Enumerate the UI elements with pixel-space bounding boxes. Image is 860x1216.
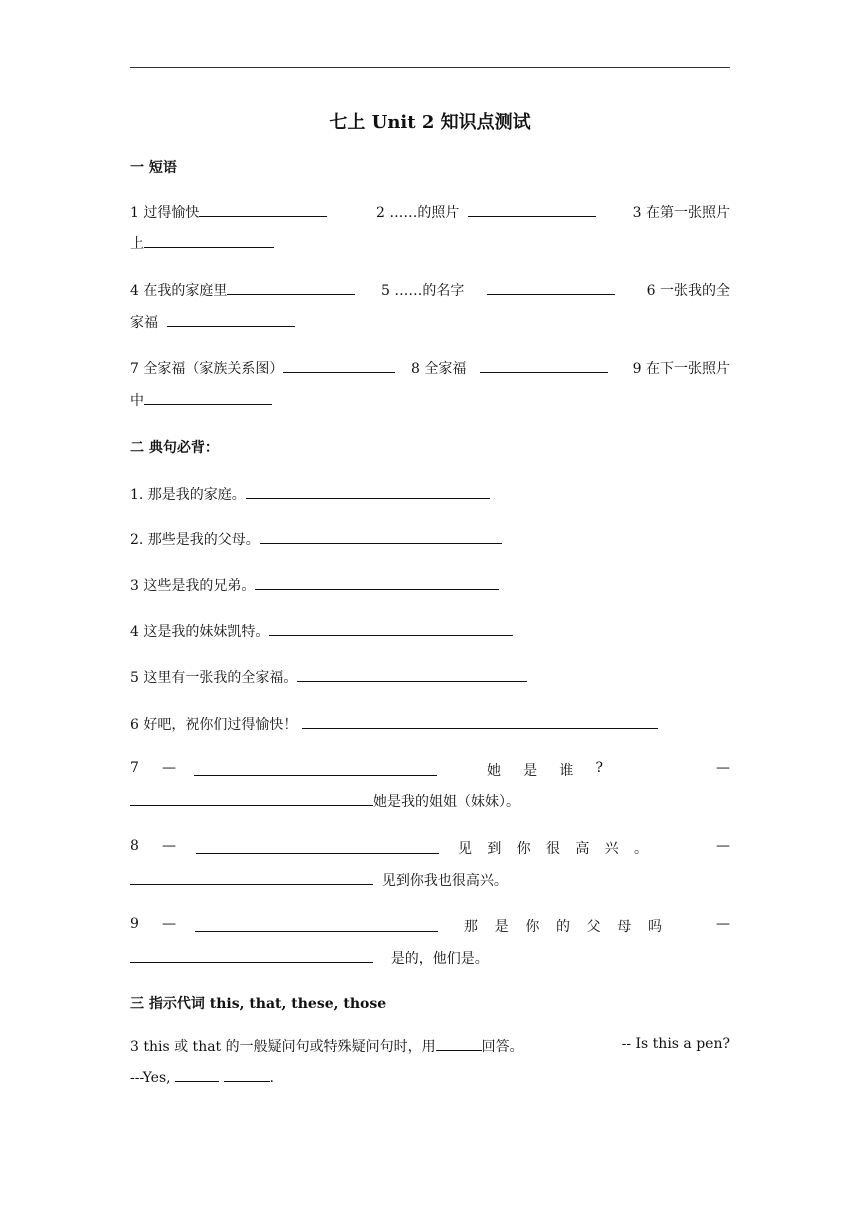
sentence-8-number: 8 xyxy=(130,838,139,854)
section-heading-sentences: 二 典句必背： xyxy=(130,440,219,456)
header-rule xyxy=(130,67,730,68)
dash: — xyxy=(162,838,176,854)
char: 是 xyxy=(523,763,538,779)
char: 你 xyxy=(525,919,540,935)
sentence-3-text: 3 这些是我的兄弟。 xyxy=(130,578,256,594)
answer-blank[interactable] xyxy=(199,202,327,217)
question-3-cont xyxy=(130,1067,730,1086)
char: 那 xyxy=(464,919,478,935)
answer-blank[interactable] xyxy=(130,870,373,885)
phrase-2-label: 2 ……的照片 xyxy=(376,205,460,221)
sentence-9-cont xyxy=(130,948,730,968)
answer-blank[interactable] xyxy=(246,484,490,499)
phrase-row-2-cont xyxy=(130,312,730,332)
char: 吗 xyxy=(647,919,662,935)
char: ? xyxy=(595,760,603,776)
page-title: 七上 Unit 2 知识点测试 xyxy=(329,112,531,133)
char: 的 xyxy=(555,919,570,935)
sentence-8-answer: 见到你我也很高兴。 xyxy=(381,873,508,889)
answer-blank[interactable] xyxy=(227,280,355,295)
sentence-9-answer: 是的，他们是。 xyxy=(390,951,489,967)
phrase-4-label: 4 在我的家庭里 xyxy=(130,283,228,299)
dash: — xyxy=(162,916,176,932)
char: 见 xyxy=(458,841,472,857)
answer-blank[interactable] xyxy=(175,1067,219,1082)
sentence-9-question xyxy=(464,916,662,936)
char: 父 xyxy=(586,919,601,935)
sentence-7-number: 7 xyxy=(130,760,139,776)
question-3-tail: 回答。 xyxy=(481,1039,524,1055)
answer-blank[interactable] xyxy=(224,1067,270,1082)
char: 是 xyxy=(494,919,509,935)
phrase-9-label-cont: 中 xyxy=(130,393,144,409)
answer-blank[interactable] xyxy=(302,714,658,729)
phrase-row-3 xyxy=(130,358,730,378)
sentence-7-question xyxy=(487,760,603,780)
sentence-1-text: 1. 那是我的家庭。 xyxy=(130,487,246,503)
sentence-8-text xyxy=(458,838,648,858)
phrase-8-label: 8 全家福 xyxy=(411,361,467,377)
phrase-6-label: 6 一张我的全 xyxy=(646,283,730,299)
answer-blank[interactable] xyxy=(144,390,272,405)
sentence-6-text: 6 好吧，祝你们过得愉快！ xyxy=(130,717,298,733)
sentence-5-text: 5 这里有一张我的全家福。 xyxy=(130,670,298,686)
answer-blank[interactable] xyxy=(468,202,596,217)
question-3-reply: ---Yes, xyxy=(130,1070,171,1086)
char: 。 xyxy=(633,841,648,857)
question-3-text: 3 this 或 that 的一般疑问句或特殊疑问句时，用 xyxy=(130,1039,436,1055)
dash: — xyxy=(716,760,730,776)
sentence-2 xyxy=(130,529,730,549)
char: 母 xyxy=(617,919,632,935)
dash: — xyxy=(716,838,730,854)
char: 很 xyxy=(545,841,560,857)
sentence-5 xyxy=(130,667,730,687)
answer-blank[interactable] xyxy=(196,839,439,854)
answer-blank[interactable] xyxy=(487,280,615,295)
answer-blank[interactable] xyxy=(167,312,295,327)
sentence-4-text: 4 这是我的妹妹凯特。 xyxy=(130,624,270,640)
sentence-8-cont xyxy=(130,870,730,890)
phrase-6-label-cont: 家福 xyxy=(130,315,158,331)
period: . xyxy=(269,1070,274,1086)
sentence-7-answer: 她是我的姐姐（妹妹）。 xyxy=(373,794,520,810)
phrase-row-3-cont xyxy=(130,390,730,410)
sentence-1 xyxy=(130,484,730,504)
sentence-6 xyxy=(130,714,730,734)
sentence-4 xyxy=(130,621,730,641)
phrase-1-label: 1 过得愉快 xyxy=(130,205,200,221)
phrase-row-1 xyxy=(130,202,730,222)
phrase-5 xyxy=(381,280,615,300)
question-3-example: -- Is this a pen? xyxy=(621,1036,730,1052)
answer-blank[interactable] xyxy=(144,233,274,248)
phrase-row-2 xyxy=(130,280,730,300)
section-heading-demonstratives: 三 指示代词 this, that, these, those xyxy=(130,996,387,1012)
phrase-3-label: 3 在第一张照片 xyxy=(632,205,730,221)
answer-blank[interactable] xyxy=(130,948,373,963)
sentence-9-number: 9 xyxy=(130,916,139,932)
answer-blank[interactable] xyxy=(130,791,373,806)
char: 她 xyxy=(487,763,501,779)
sentence-7-cont xyxy=(130,791,730,811)
dash: — xyxy=(162,760,176,776)
answer-blank[interactable] xyxy=(195,917,438,932)
char: 到 xyxy=(487,841,502,857)
answer-blank[interactable] xyxy=(436,1036,482,1051)
phrase-5-label: 5 ……的名字 xyxy=(381,283,465,299)
char: 兴 xyxy=(604,841,619,857)
phrase-2 xyxy=(376,202,596,222)
char: 你 xyxy=(516,841,531,857)
sentence-2-text: 2. 那些是我的父母。 xyxy=(130,532,260,548)
answer-blank[interactable] xyxy=(255,575,499,590)
answer-blank[interactable] xyxy=(480,358,608,373)
answer-blank[interactable] xyxy=(297,667,527,682)
answer-blank[interactable] xyxy=(283,358,395,373)
answer-blank[interactable] xyxy=(269,621,513,636)
phrase-8 xyxy=(411,358,608,378)
char: 高 xyxy=(575,841,590,857)
phrase-row-1-cont xyxy=(130,233,730,253)
section-heading-phrases: 一 短语 xyxy=(130,160,177,176)
phrase-7-label: 7 全家福（家族关系图） xyxy=(130,361,284,377)
question-3 xyxy=(130,1036,730,1056)
dash: — xyxy=(716,916,730,932)
answer-blank[interactable] xyxy=(260,529,502,544)
phrase-3-label-cont: 上 xyxy=(130,236,144,252)
phrase-9-label: 9 在下一张照片 xyxy=(632,361,730,377)
answer-blank[interactable] xyxy=(194,761,437,776)
sentence-3 xyxy=(130,575,730,595)
char: 谁 xyxy=(559,763,574,779)
